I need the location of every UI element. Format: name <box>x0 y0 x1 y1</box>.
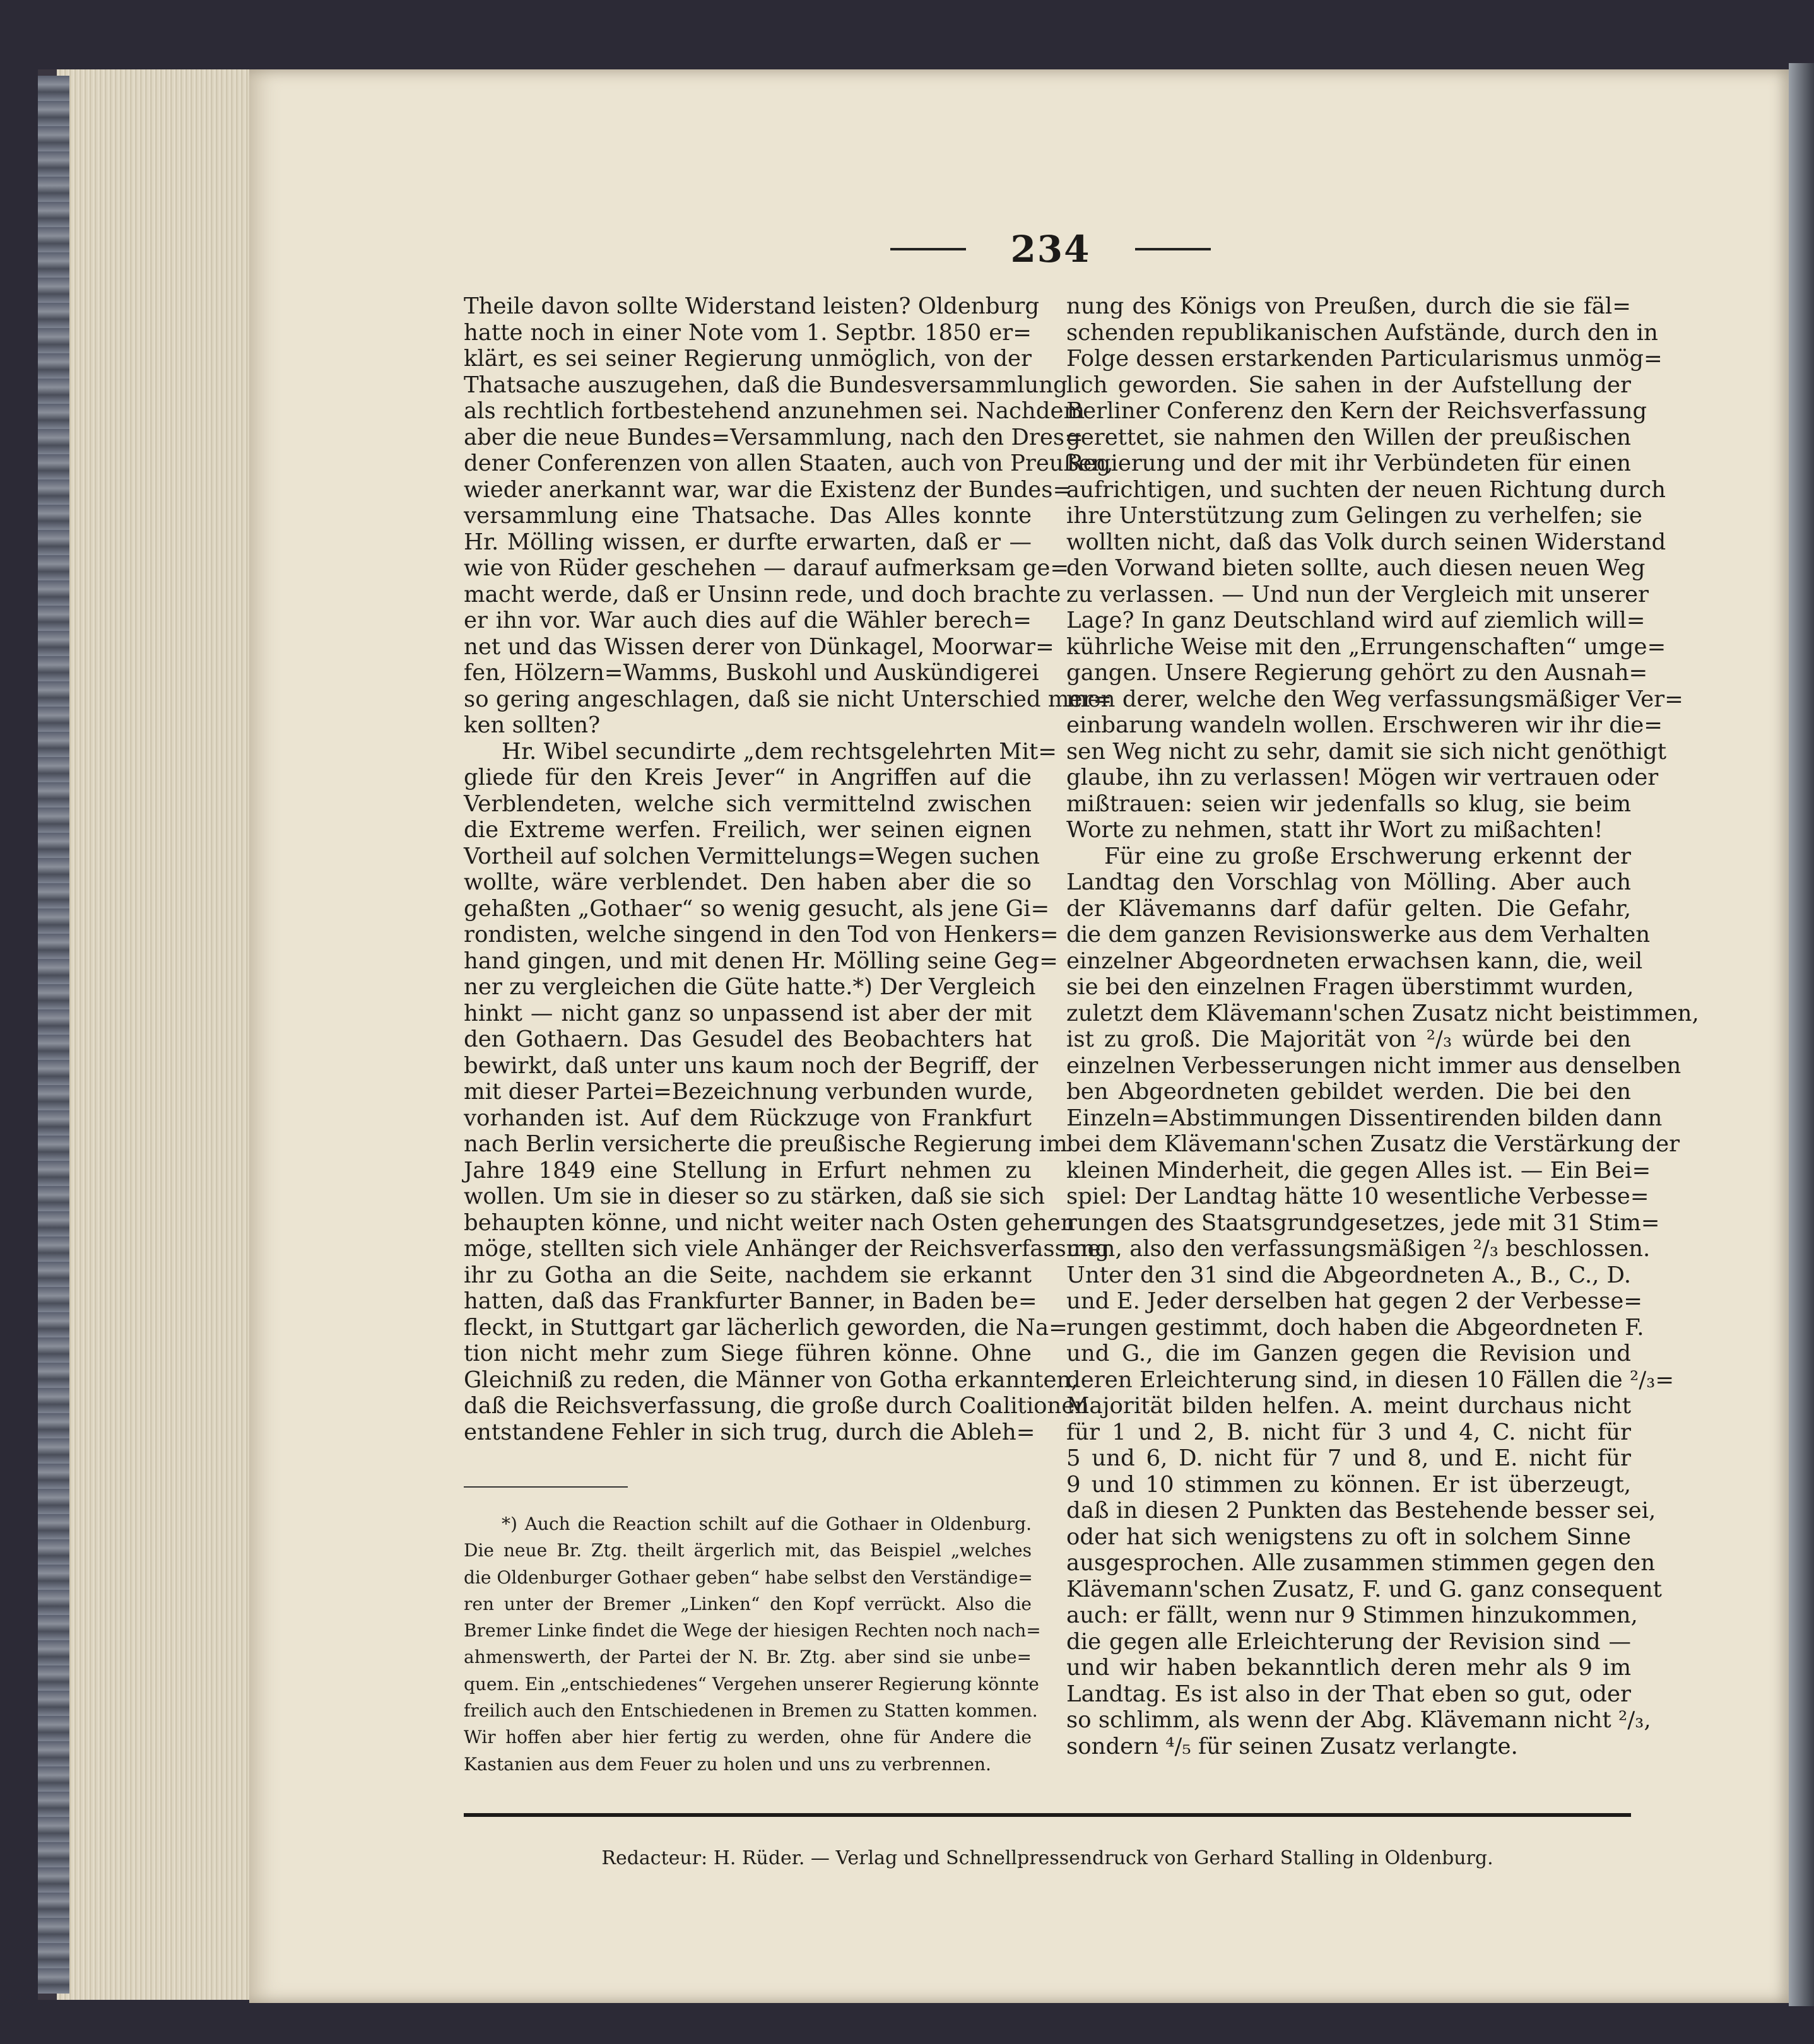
text-line: zuletzt dem Klävemann'schen Zusatz nicht beistimmen, <box>1066 1000 1699 1026</box>
text-line: und wir haben bekanntlich deren mehr als 9 im <box>1066 1655 1631 1681</box>
footnote-line: Kastanien aus dem Feuer zu holen und uns zu verbrennen. <box>464 1753 991 1775</box>
text-line: Worte zu nehmen, statt ihr Wort zu mißachten! <box>1066 817 1603 843</box>
footnote-rule <box>464 1486 628 1488</box>
text-line: hinkt — nicht ganz so unpassend ist aber der mit <box>464 1000 1032 1026</box>
footnote-line: quem. Ein „entschiedenes“ Vergehen unserer Regierung könnte <box>464 1673 1039 1695</box>
text-line: Klävemann'schen Zusatz, F. und G. ganz consequent <box>1066 1576 1662 1602</box>
text-line: 5 und 6, D. nicht für 7 und 8, und E. nicht für <box>1066 1445 1631 1471</box>
page-number: 234 <box>1010 228 1091 271</box>
text-line: Landtag den Vorschlag von Mölling. Aber auch <box>1066 869 1631 895</box>
text-line: mißtrauen: seien wir jedenfalls so klug, sie beim <box>1066 790 1631 817</box>
text-line: Einzeln=Abstimmungen Dissentirenden bilden dann <box>1066 1105 1663 1131</box>
text-line: Jahre 1849 eine Stellung in Erfurt nehmen zu <box>464 1157 1032 1184</box>
page-header <box>880 224 1221 274</box>
text-line: den Gothaern. Das Gesudel des Beobachters hat <box>464 1026 1032 1052</box>
text-line: Landtag. Es ist also in der That eben so gut, oder <box>1066 1681 1631 1707</box>
text-line: sondern ⁴/₅ für seinen Zusatz verlangte. <box>1066 1733 1518 1759</box>
text-line: tion nicht mehr zum Siege führen könne. Ohne <box>464 1341 1032 1366</box>
text-line: hatte noch in einer Note vom 1. Septbr. 1850 er= <box>464 319 1032 346</box>
text-line: oder hat sich wenigstens zu oft in solchem Sinne <box>1066 1524 1631 1550</box>
footnote-line: Die neue Br. Ztg. theilt ärgerlich mit, das Beispiel „welches <box>464 1540 1032 1561</box>
text-line: ken sollten? <box>464 712 601 738</box>
text-line: Lage? In ganz Deutschland wird auf ziemlich will= <box>1066 608 1646 633</box>
text-line: den Vorwand bieten sollte, auch diesen neuen Weg <box>1066 555 1646 581</box>
text-line: rungen des Staatsgrundgesetzes, jede mit 31 Stim= <box>1066 1209 1660 1236</box>
text-line: Gleichniß zu reden, die Männer von Gotha erkannten, <box>464 1366 1078 1393</box>
text-line: spiel: Der Landtag hätte 10 wesentliche Verbesse= <box>1066 1184 1649 1209</box>
text-line: Majorität bilden helfen. A. meint durchaus nicht <box>1066 1393 1631 1419</box>
footnote <box>464 1511 1041 1778</box>
text-line: Hr. Wibel secundirte „dem rechtsgelehrten Mit= <box>502 738 1057 765</box>
text-line: bei dem Klävemann'schen Zusatz die Verstärkung der <box>1066 1131 1680 1157</box>
text-line: sen Weg nicht zu sehr, damit sie sich nicht genöthigt <box>1066 738 1666 765</box>
text-line: rungen gestimmt, doch haben die Abgeordneten F. <box>1066 1314 1644 1341</box>
text-line: Theile davon sollte Widerstand leisten? Oldenburg <box>464 293 1040 319</box>
right-text-column <box>1066 293 1699 1759</box>
footnote-line: Bremer Linke findet die Wege der hiesigen Rechten noch nach= <box>464 1620 1041 1642</box>
text-line: wollte, wäre verblendet. Den haben aber die so <box>464 869 1032 895</box>
book-spine <box>38 76 69 1994</box>
text-line: so gering angeschlagen, daß sie nicht Unterschied mer= <box>464 686 1112 712</box>
text-line: und G., die im Ganzen gegen die Revision und <box>1066 1341 1631 1366</box>
text-line: so schlimm, als wenn der Abg. Klävemann nicht ²/₃, <box>1066 1707 1651 1733</box>
text-line: net und das Wissen derer von Dünkagel, Moorwar= <box>464 633 1054 660</box>
text-line: ihre Unterstützung zum Gelingen zu verhelfen; sie <box>1066 503 1642 529</box>
text-line: men derer, welche den Weg verfassungsmäßiger Ver= <box>1066 686 1683 712</box>
text-line: schenden republikanischen Aufstände, durch den in <box>1066 319 1658 346</box>
book-page-edges <box>38 69 271 2000</box>
text-line: kührliche Weise mit den „Errungenschaften“ umge= <box>1066 633 1666 660</box>
text-line: einzelnen Verbesserungen nicht immer aus denselben <box>1066 1052 1681 1079</box>
text-line: hatten, daß das Frankfurter Banner, in Baden be= <box>464 1288 1037 1314</box>
text-line: fleckt, in Stuttgart gar lächerlich geworden, die Na= <box>464 1314 1068 1341</box>
text-line: behaupten könne, und nicht weiter nach Osten gehen <box>464 1209 1075 1236</box>
header-rule-right <box>1135 248 1211 250</box>
text-line: nach Berlin versicherte die preußische Regierung im <box>464 1131 1068 1157</box>
text-line: Regierung und der mit ihr Verbündeten für einen <box>1066 450 1631 476</box>
text-line: ihr zu Gotha an die Seite, nachdem sie erkannt <box>464 1262 1032 1288</box>
text-line: gliede für den Kreis Jever“ in Angriffen auf die <box>464 765 1032 790</box>
text-line: deren Erleichterung sind, in diesen 10 Fällen die ²/₃= <box>1066 1366 1675 1393</box>
text-line: fen, Hölzern=Wamms, Buskohl und Auskündigerei <box>464 660 1039 686</box>
text-line: die dem ganzen Revisionswerke aus dem Verhalten <box>1066 922 1651 948</box>
footnote-line: Wir hoffen aber hier fertig zu werden, ohne für Andere die <box>464 1727 1032 1748</box>
imprint-line: Redacteur: H. Rüder. — Verlag und Schnellpressendruck von Gerhard Stalling in Oldenburg. <box>601 1847 1493 1869</box>
text-line: gangen. Unsere Regierung gehört zu den Ausnah= <box>1066 660 1648 686</box>
text-line: wie von Rüder geschehen — darauf aufmerksam ge= <box>464 555 1069 581</box>
text-line: nung des Königs von Preußen, durch die sie fäl= <box>1066 293 1631 319</box>
text-line: wieder anerkannt war, war die Existenz der Bundes= <box>464 476 1072 503</box>
left-text-column <box>464 293 1114 1445</box>
text-line: Verblendeten, welche sich vermittelnd zwischen <box>464 790 1032 817</box>
text-line: ner zu vergleichen die Güte hatte.*) Der Vergleich <box>464 974 1036 1000</box>
text-line: er ihn vor. War auch dies auf die Wähler berech= <box>464 608 1032 633</box>
text-line: Berliner Conferenz den Kern der Reichsverfassung <box>1066 398 1647 424</box>
text-line: klärt, es sei seiner Regierung unmöglich, von der <box>464 346 1032 372</box>
text-line: gehaßten „Gothaer“ so wenig gesucht, als jene Gi= <box>464 895 1050 922</box>
text-line: Thatsache auszugehen, daß die Bundesversammlung <box>464 372 1068 398</box>
text-line: lich geworden. Sie sahen in der Aufstellung der <box>1066 372 1631 398</box>
text-line: men, also den verfassungsmäßigen ²/₃ beschlossen. <box>1066 1236 1651 1262</box>
header-rule-left <box>890 248 966 250</box>
text-line: aber die neue Bundes=Versammlung, nach den Dres= <box>464 424 1083 450</box>
text-line: Folge dessen erstarkenden Particularismus unmög= <box>1066 346 1663 372</box>
text-line: möge, stellten sich viele Anhänger der Reichsverfassung <box>464 1236 1110 1262</box>
text-line: gerettet, sie nahmen den Willen der preußischen <box>1066 424 1631 450</box>
text-line: als rechtlich fortbestehend anzunehmen sei. Nachdem <box>464 398 1085 424</box>
text-line: für 1 und 2, B. nicht für 3 und 4, C. nicht für <box>1066 1419 1631 1445</box>
footnote-line: die Oldenburger Gothaer geben“ habe selbst den Verständige= <box>464 1566 1033 1588</box>
text-line: dener Conferenzen von allen Staaten, auch von Preußen, <box>464 450 1114 476</box>
text-line: einbarung wandeln wollen. Erschweren wir ihr die= <box>1066 712 1663 738</box>
text-line: Unter den 31 sind die Abgeordneten A., B., C., D. <box>1066 1262 1631 1288</box>
text-line: daß die Reichsverfassung, die große durch Coalitionen <box>464 1393 1090 1419</box>
text-line: ist zu groß. Die Majorität von ²/₃ würde bei den <box>1066 1026 1631 1052</box>
footnote-line: freilich auch den Entschiedenen in Bremen zu Statten kommen. <box>464 1700 1038 1722</box>
text-line: Hr. Mölling wissen, er durfte erwarten, daß er — <box>464 529 1032 555</box>
text-line: daß in diesen 2 Punkten das Bestehende besser sei, <box>1066 1498 1656 1524</box>
book-cover-edge <box>1789 63 1814 2006</box>
text-line: ben Abgeordneten gebildet werden. Die bei den <box>1066 1079 1631 1105</box>
text-line: 9 und 10 stimmen zu können. Er ist überzeugt, <box>1066 1471 1631 1498</box>
text-line: bewirkt, daß unter uns kaum noch der Begriff, der <box>464 1052 1039 1079</box>
text-line: der Klävemanns darf dafür gelten. Die Gefahr, <box>1066 895 1631 922</box>
text-line: die Extreme werfen. Freilich, wer seinen eignen <box>464 817 1032 843</box>
text-line: wollen. Um sie in dieser so zu stärken, daß sie sich <box>464 1184 1045 1209</box>
text-line: kleinen Minderheit, die gegen Alles ist. — Ein Bei= <box>1066 1157 1651 1184</box>
text-line: Für eine zu große Erschwerung erkennt der <box>1104 843 1631 869</box>
text-line: die gegen alle Erleichterung der Revision sind — <box>1066 1628 1631 1655</box>
text-line: Vortheil auf solchen Vermittelungs=Wegen suchen <box>464 843 1040 869</box>
text-line: und E. Jeder derselben hat gegen 2 der Verbesse= <box>1066 1288 1642 1314</box>
footnote-line: ahmenswerth, der Partei der N. Br. Ztg. aber sind sie unbe= <box>464 1647 1032 1668</box>
text-line: zu verlassen. — Und nun der Vergleich mit unserer <box>1066 581 1649 608</box>
text-line: vorhanden ist. Auf dem Rückzuge von Frankfurt <box>464 1105 1032 1131</box>
imprint-rule <box>464 1813 1631 1817</box>
text-line: glaube, ihn zu verlassen! Mögen wir vertrauen oder <box>1066 765 1659 790</box>
text-line: macht werde, daß er Unsinn rede, und doch brachte <box>464 581 1061 608</box>
text-line: einzelner Abgeordneten erwachsen kann, die, weil <box>1066 948 1643 974</box>
text-line: mit dieser Partei=Bezeichnung verbunden wurde, <box>464 1079 1034 1105</box>
text-line: entstandene Fehler in sich trug, durch die Ableh= <box>464 1419 1035 1445</box>
text-line: ausgesprochen. Alle zusammen stimmen gegen den <box>1066 1550 1656 1576</box>
footnote-line: *) Auch die Reaction schilt auf die Gothaer in Oldenburg. <box>502 1513 1032 1534</box>
text-line: sie bei den einzelnen Fragen überstimmt wurden, <box>1066 974 1634 1000</box>
text-line: auch: er fällt, wenn nur 9 Stimmen hinzukommen, <box>1066 1602 1638 1628</box>
text-line: wollten nicht, daß das Volk durch seinen Widerstand <box>1066 529 1666 555</box>
text-line: rondisten, welche singend in den Tod von Henkers= <box>464 922 1059 948</box>
text-line: aufrichtigen, und suchten der neuen Richtung durch <box>1066 476 1666 503</box>
text-line: versammlung eine Thatsache. Das Alles konnte <box>464 503 1032 529</box>
footnote-line: ren unter der Bremer „Linken“ den Kopf verrückt. Also die <box>464 1593 1032 1614</box>
text-line: hand gingen, und mit denen Hr. Mölling seine Geg= <box>464 948 1058 974</box>
